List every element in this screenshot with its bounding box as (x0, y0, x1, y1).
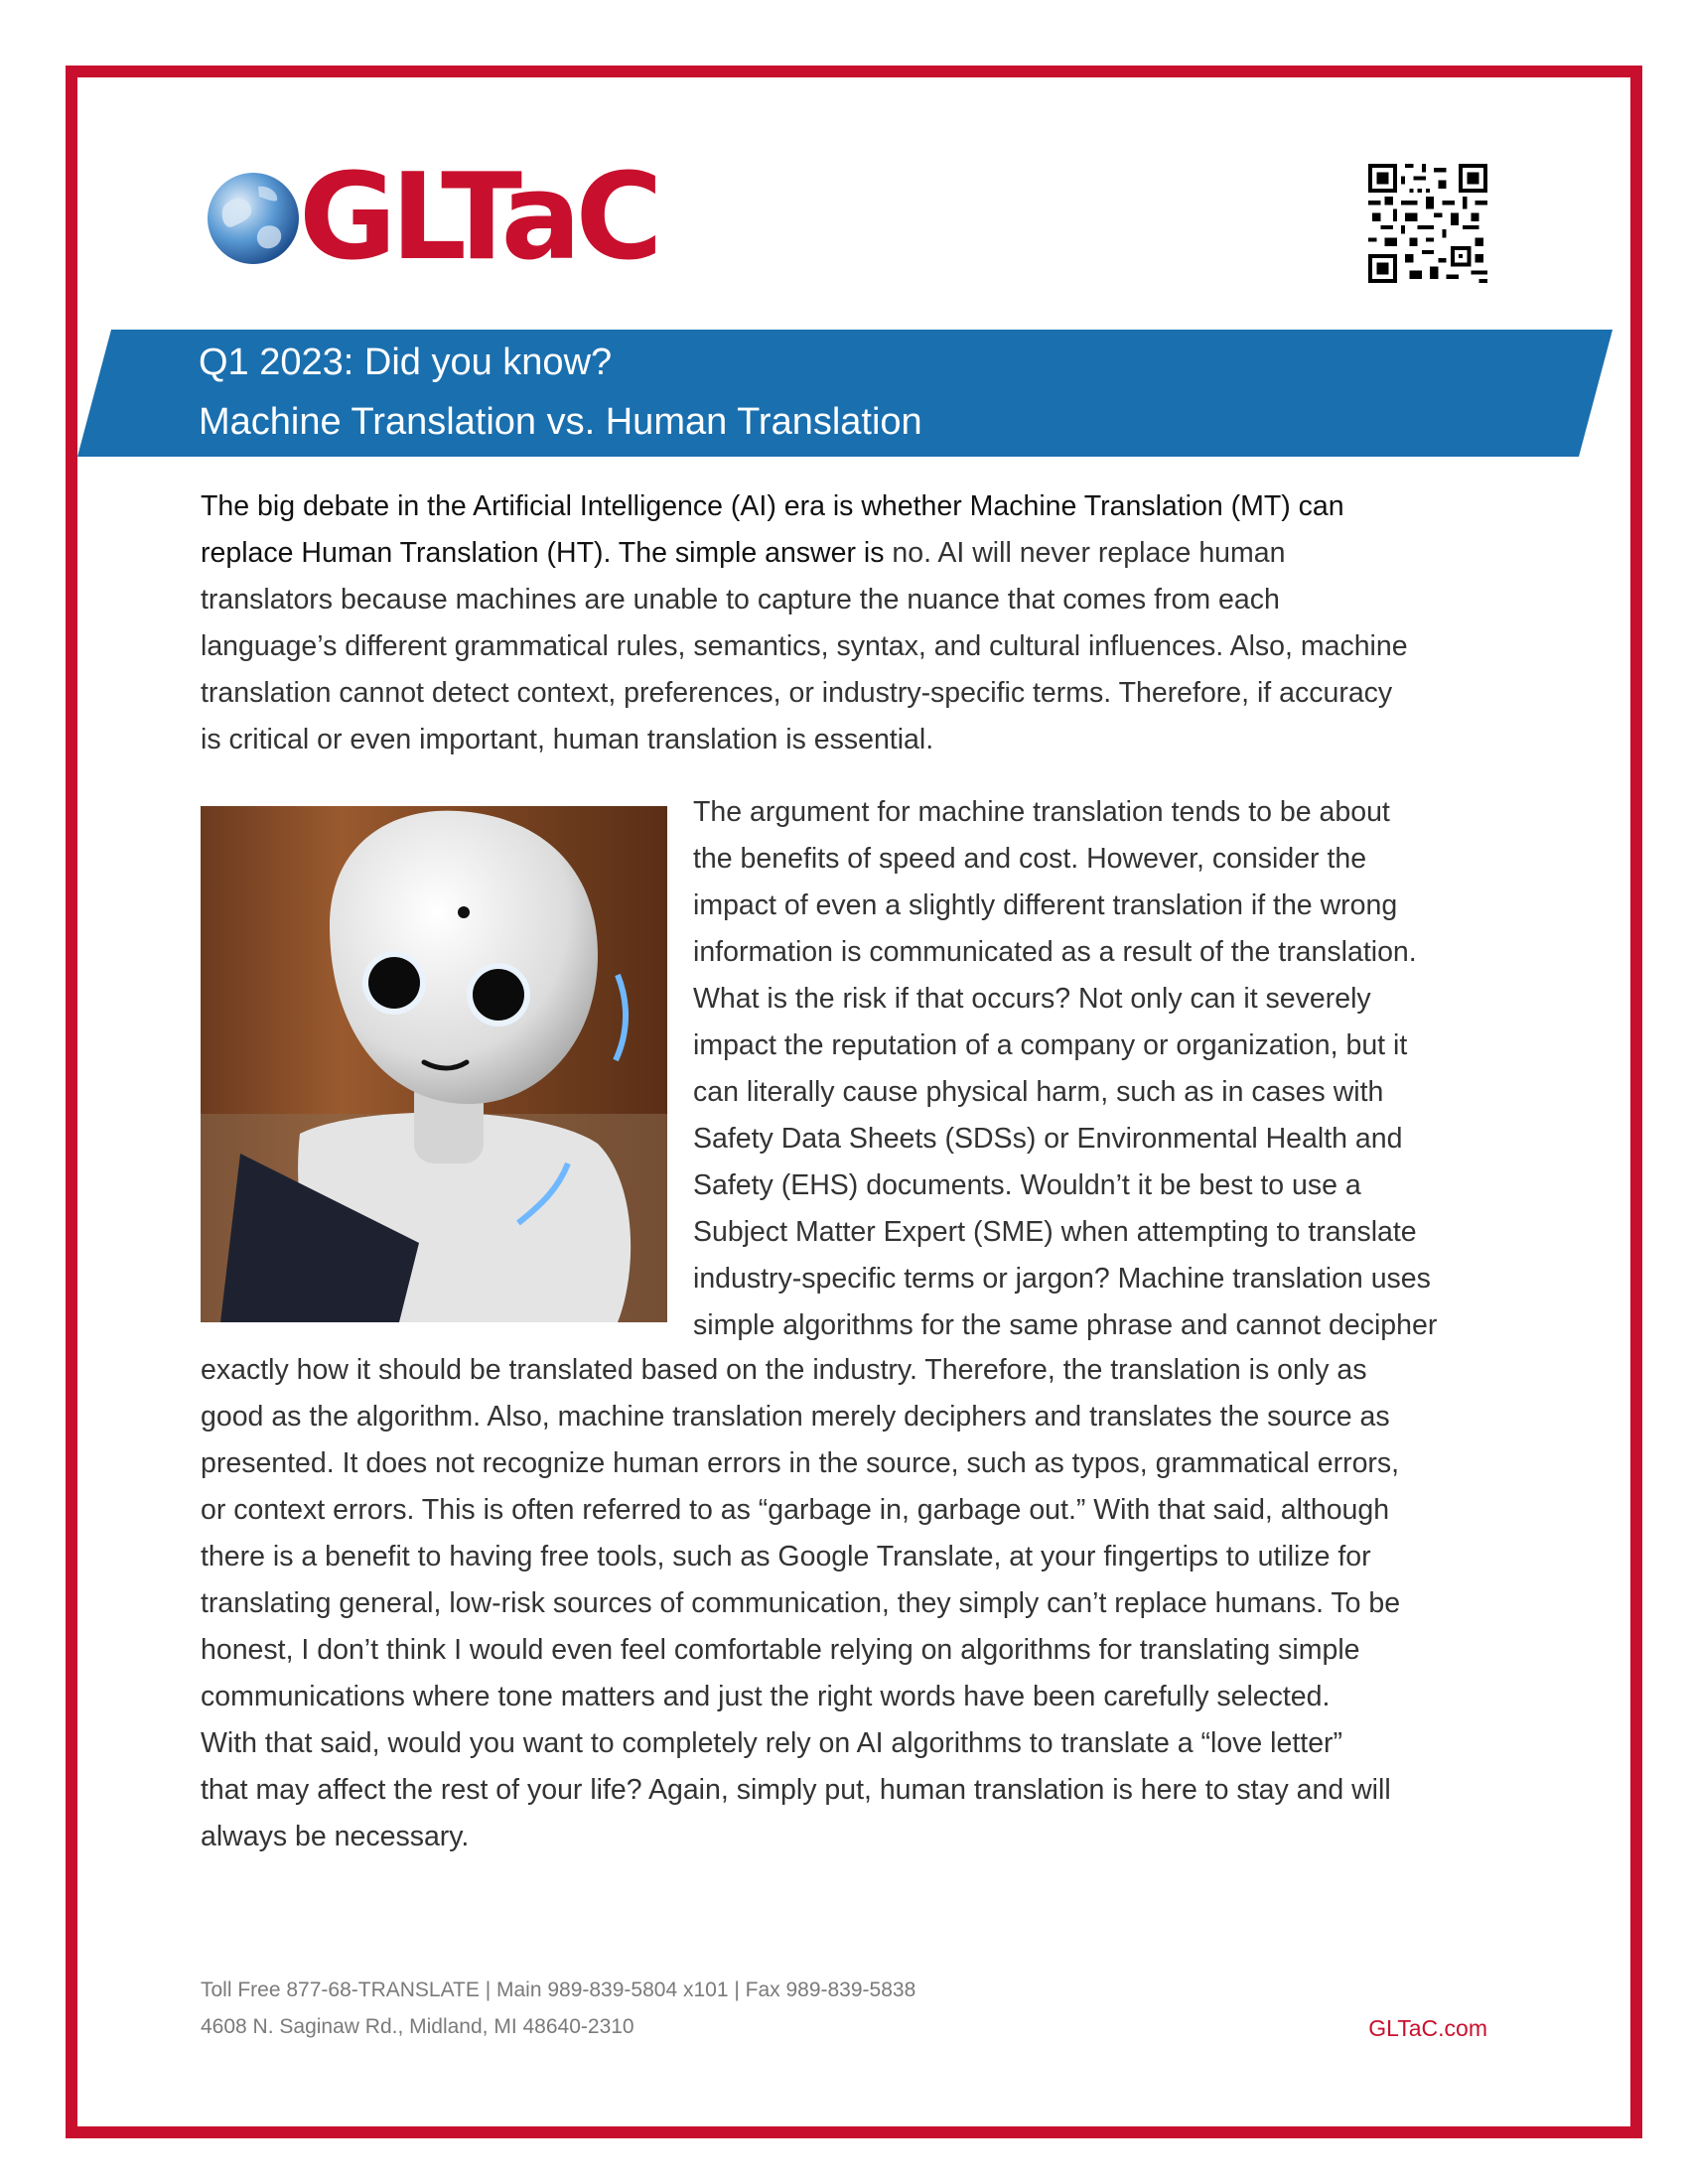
qr-code-icon (1368, 164, 1487, 283)
body-line: Safety (EHS) documents. Wouldn’t it be best to use a (693, 1169, 1361, 1201)
body-line: always be necessary. (201, 1821, 470, 1852)
intro-line: translators because machines are unable to capture the nuance that comes from each (201, 584, 1280, 615)
body-line: exactly how it should be translated based on the industry. Therefore, the translation is only as (201, 1354, 1367, 1386)
intro-paragraph (201, 483, 1491, 763)
intro-line: The big debate in the Artificial Intelligence (AI) era is whether Machine Translation (MT) can (201, 490, 1344, 522)
website-link[interactable]: GLTaC.com (1368, 2015, 1487, 2041)
footer-address: 4608 N. Saginaw Rd., Midland, MI 48640-2310 (201, 2015, 634, 2038)
body-line: information is communicated as a result of the translation. (693, 936, 1417, 968)
body-line: presented. It does not recognize human errors in the source, such as typos, grammatical errors, (201, 1447, 1400, 1479)
body-line: industry-specific terms or jargon? Machine translation uses (693, 1263, 1431, 1295)
body-line: that may affect the rest of your life? Again, simply put, human translation is here to stay and will (201, 1774, 1391, 1806)
body-line: What is the risk if that occurs? Not only can it severely (693, 983, 1371, 1015)
body-line: impact the reputation of a company or organization, but it (693, 1029, 1408, 1061)
body-line: or context errors. This is often referred to as “garbage in, garbage out.” With that said, although (201, 1494, 1390, 1526)
body-line: The argument for machine translation tends to be about (693, 796, 1390, 828)
body-line: Safety Data Sheets (SDSs) or Environmental Health and (693, 1123, 1403, 1155)
company-logo (204, 149, 657, 287)
globe-icon (204, 167, 303, 266)
banner-subtitle: Q1 2023: Did you know? (199, 341, 613, 383)
intro-line: no. AI will never replace human (892, 537, 1286, 569)
body-line: can literally cause physical harm, such as in cases with (693, 1076, 1384, 1108)
intro-line: translation cannot detect context, preferences, or industry-specific terms. Therefore, if accuracy (201, 677, 1393, 709)
title-banner (77, 330, 1613, 457)
body-line: honest, I don’t think I would even feel comfortable relying on algorithms for translating simple (201, 1634, 1360, 1666)
intro-line: language’s different grammatical rules, semantics, syntax, and cultural influences. Also, machine (201, 630, 1408, 662)
body-line: With that said, would you want to completely rely on AI algorithms to translate a “love letter” (201, 1727, 1343, 1759)
body-line: impact of even a slightly different translation if the wrong (693, 889, 1398, 921)
footer-contact: Toll Free 877-68-TRANSLATE | Main 989-839-5804 x101 | Fax 989-839-5838 (201, 1979, 916, 2001)
banner-title: Machine Translation vs. Human Translation (199, 401, 922, 443)
intro-line: is critical or even important, human translation is essential. (201, 724, 934, 755)
body-line: good as the algorithm. Also, machine translation merely deciphers and translates the source as (201, 1401, 1390, 1433)
qr-code (1368, 164, 1487, 283)
body-paragraph-right (693, 789, 1507, 1349)
body-line: there is a benefit to having free tools, such as Google Translate, at your fingertips to utilize for (201, 1541, 1371, 1572)
body-line: communications where tone matters and just the right words have been carefully selected. (201, 1681, 1331, 1712)
body-line: the benefits of speed and cost. However, consider the (693, 843, 1367, 875)
body-line: Subject Matter Expert (SME) when attempting to translate (693, 1216, 1417, 1248)
body-line: translating general, low-risk sources of communication, they simply can’t replace humans. To be (201, 1587, 1401, 1619)
intro-line: replace Human Translation (HT). The simple answer is (201, 537, 885, 569)
robot-photo (201, 806, 667, 1322)
logo-wordmark: GLTaC (299, 149, 657, 287)
body-paragraph-full (201, 1347, 1511, 1860)
body-line: simple algorithms for the same phrase and cannot decipher (693, 1309, 1438, 1341)
